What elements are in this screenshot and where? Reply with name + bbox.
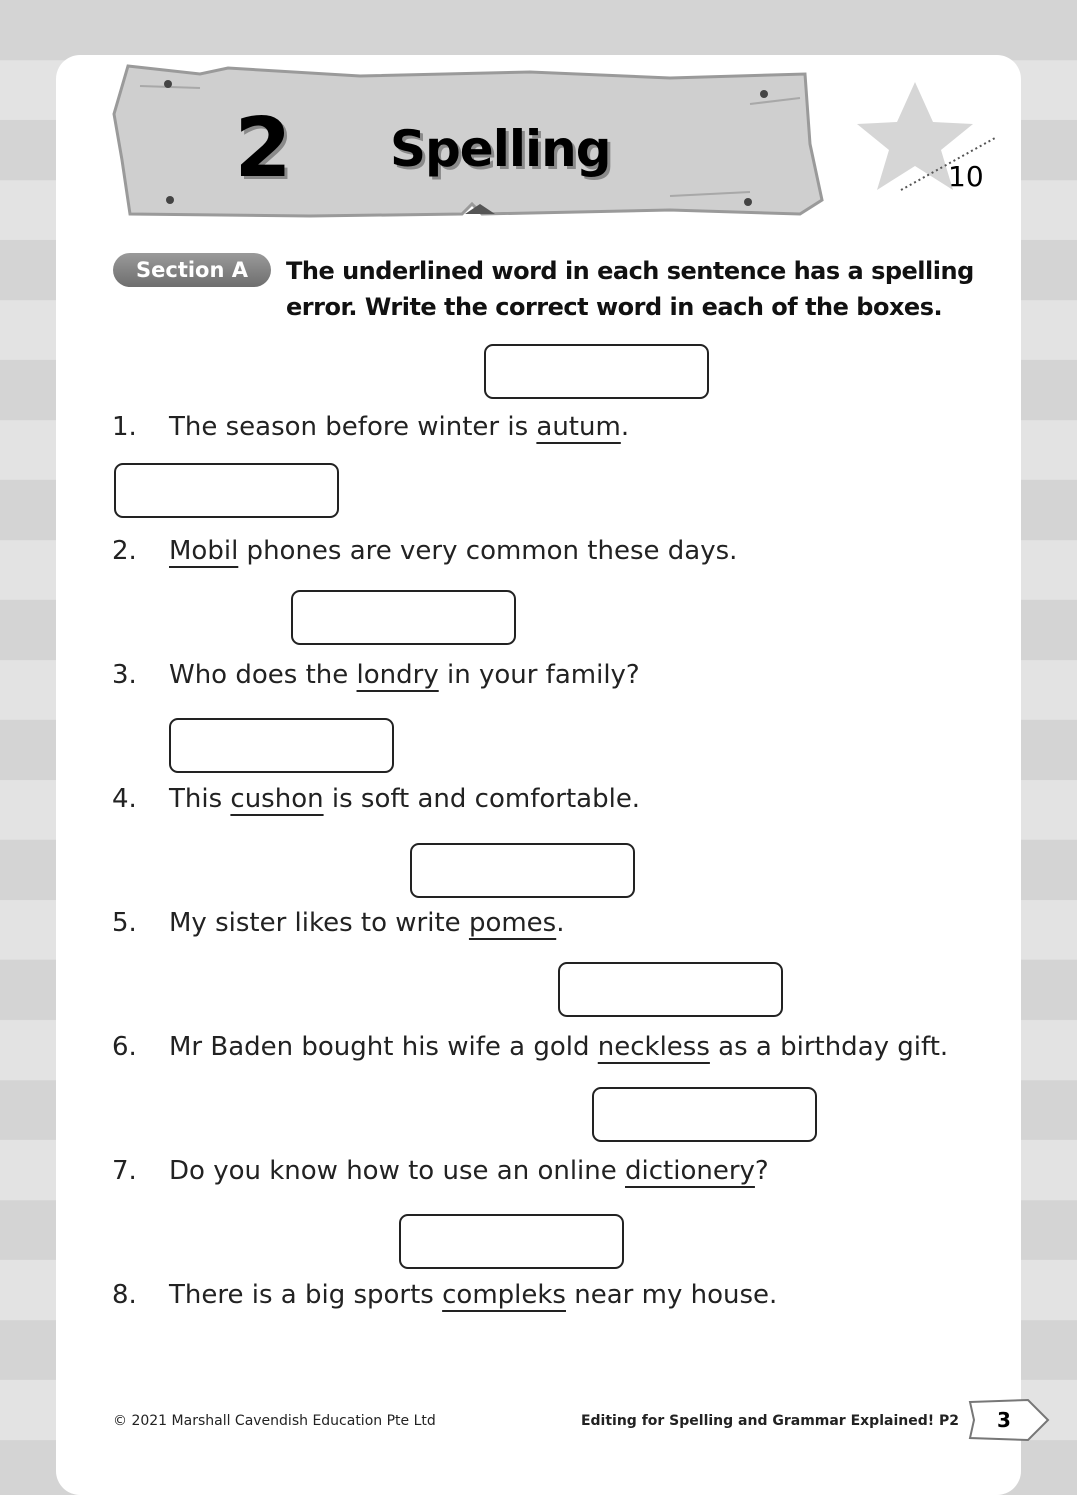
question-3: [112, 660, 640, 690]
question-text-before: This: [169, 784, 231, 814]
unit-title: Spelling: [390, 120, 611, 178]
copyright-notice: © 2021 Marshall Cavendish Education Pte Ltd: [113, 1413, 436, 1429]
question-number: 7.: [112, 1156, 137, 1186]
question-text-before: Who does the: [169, 660, 357, 690]
question-8: [112, 1280, 777, 1310]
answer-box-2[interactable]: [114, 463, 339, 518]
score-star: [855, 80, 1000, 205]
question-7: [112, 1156, 769, 1186]
section-label: Section A: [113, 253, 271, 287]
section-instructions: The underlined word in each sentence has a spelling error. Write the correct word in each of the boxes.: [286, 257, 974, 321]
answer-box-1[interactable]: [484, 344, 709, 399]
question-number: 2.: [112, 536, 137, 566]
question-1: [112, 412, 629, 442]
answer-box-8[interactable]: [399, 1214, 624, 1269]
question-text-after: near my house.: [565, 1280, 778, 1310]
misspelled-word: cushon: [230, 784, 324, 814]
question-text-after: .: [556, 908, 565, 938]
question-text-after: .: [620, 412, 630, 442]
misspelled-word: Mobil: [169, 536, 239, 566]
question-2: [112, 536, 737, 566]
misspelled-word: pomes: [468, 908, 557, 938]
question-number: 6.: [112, 1032, 137, 1062]
question-4: [112, 784, 640, 814]
misspelled-word: autum: [536, 412, 621, 442]
title-banner: [110, 64, 825, 234]
question-text-after: in your family?: [438, 660, 640, 690]
question-number: 3.: [112, 660, 137, 690]
question-text-before: My sister likes to write: [169, 908, 469, 938]
question-text-after: ?: [754, 1156, 769, 1186]
score-total: 10: [948, 160, 984, 193]
page-number-tab: [966, 1398, 1051, 1442]
question-number: 1.: [112, 412, 137, 442]
question-number: 8.: [112, 1280, 137, 1310]
question-text-before: The season before winter is: [169, 412, 537, 442]
question-text-before: There is a big sports: [169, 1280, 443, 1310]
question-text-after: phones are very common these days.: [238, 536, 738, 566]
question-text-after: is soft and comfortable.: [323, 784, 641, 814]
question-5: [112, 908, 564, 938]
question-number: 5.: [112, 908, 137, 938]
answer-box-3[interactable]: [291, 590, 516, 645]
question-number: 4.: [112, 784, 137, 814]
misspelled-word: londry: [356, 660, 439, 690]
unit-number: 2: [234, 101, 292, 196]
question-6: [112, 1032, 948, 1062]
page-number: 3: [997, 1408, 1011, 1432]
answer-box-5[interactable]: [410, 843, 635, 898]
book-title: Editing for Spelling and Grammar Explained! P2: [580, 1413, 959, 1429]
misspelled-word: dictionery: [625, 1156, 755, 1186]
question-text-before: Mr Baden bought his wife a gold: [169, 1032, 598, 1062]
misspelled-word: compleks: [442, 1280, 566, 1310]
answer-box-6[interactable]: [558, 962, 783, 1017]
question-text-before: Do you know how to use an online: [169, 1156, 626, 1186]
answer-box-7[interactable]: [592, 1087, 817, 1142]
question-text-after: as a birthday gift.: [709, 1032, 949, 1062]
misspelled-word: neckless: [597, 1032, 710, 1062]
answer-box-4[interactable]: [169, 718, 394, 773]
